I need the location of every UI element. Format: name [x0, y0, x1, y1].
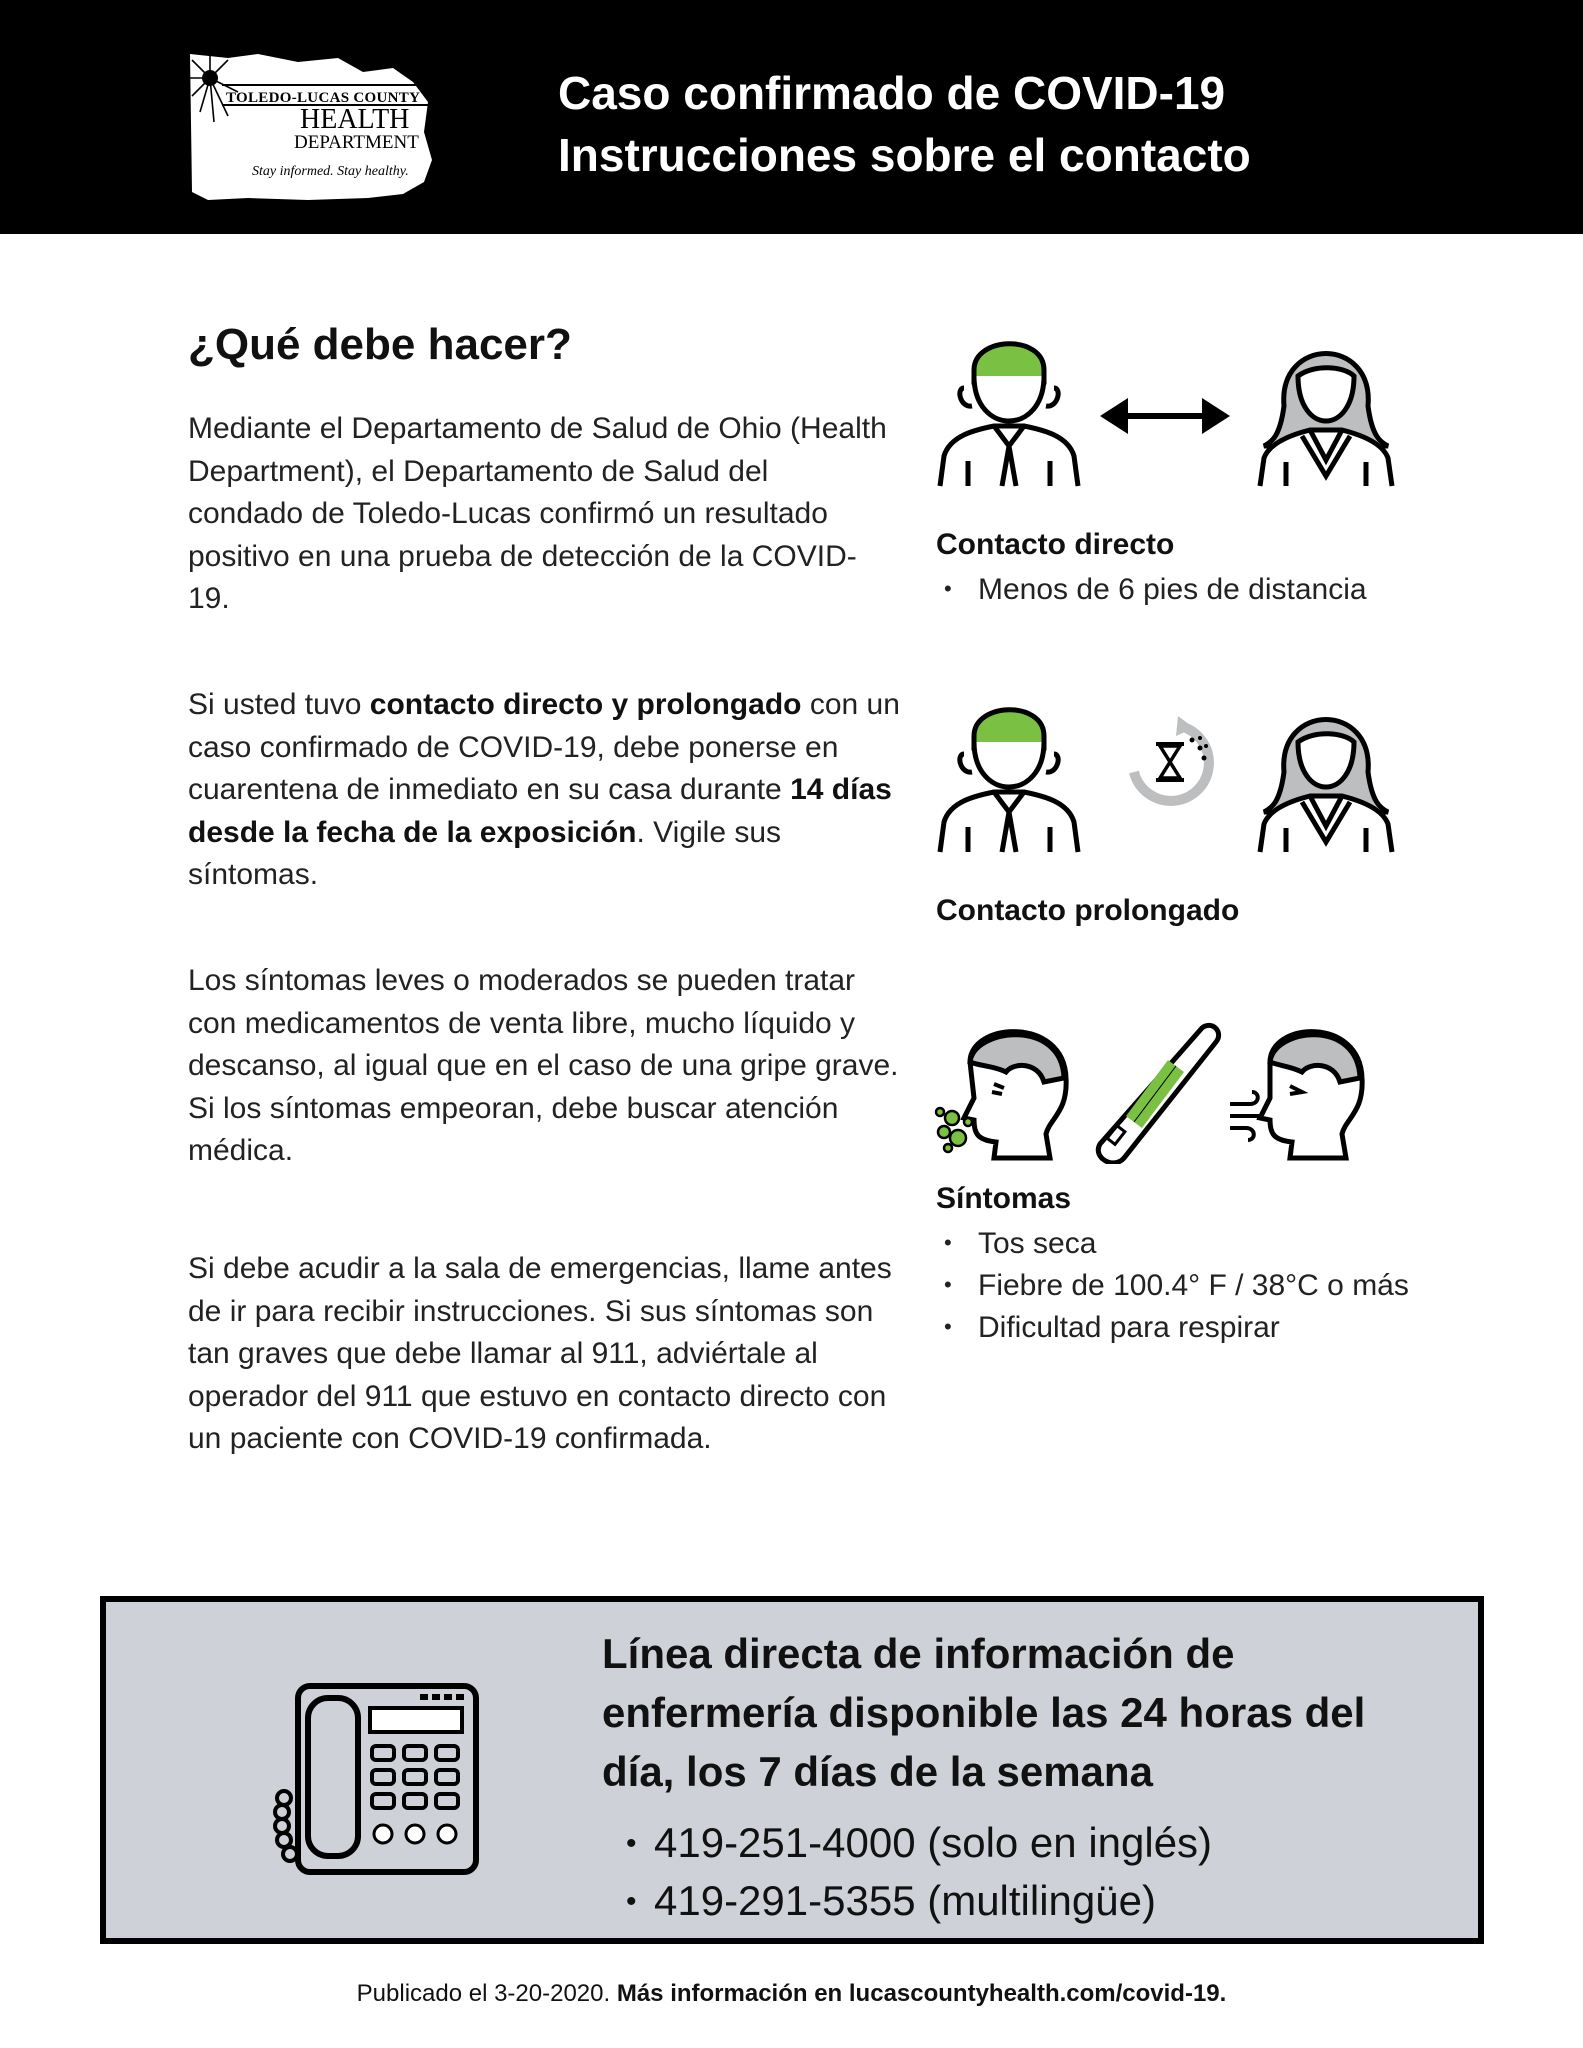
list-item: • Dificultad para respirar: [944, 1306, 1409, 1348]
quarantine-text-1: Si usted tuvo: [188, 688, 370, 721]
prolonged-contact-illustration: [934, 692, 1404, 858]
intro-paragraph: Mediante el Departamento de Salud de Ohio (Health Department), el Departamento de Salud del condado de Toledo-Lucas confirmó un resultado positivo en una prueba de detección de la COVID-19.: [188, 412, 887, 615]
more-info-link[interactable]: Más información en lucascountyhealth.com/covid-19.: [616, 1980, 1227, 2007]
symptoms-illustration: [934, 1022, 1404, 1164]
quarantine-paragraph: [188, 684, 908, 897]
direct-contact-heading: Contacto directo: [936, 528, 1175, 561]
quarantine-text-2: con un caso confirmado de COVID-19, debe ponerse en cuarentena de inmediato en su casa durante: [188, 688, 900, 806]
quarantine-bold-2: 14 días desde la fecha de la exposición: [188, 773, 892, 849]
quarantine-bold-1: contacto directo y prolongado: [369, 688, 802, 721]
woman-gray-icon: [1260, 720, 1392, 853]
published-date: Publicado el 3-20-2020.: [356, 1980, 617, 2007]
prolonged-contact-heading: Contacto prolongado: [936, 894, 1240, 927]
page-header: [0, 0, 1583, 234]
man-green-icon: [940, 344, 1078, 486]
emergency-paragraph: Si debe acudir a la sala de emergencias, llame antes de ir para recibir instrucciones. Si sus síntomas son tan graves que debe llamar al 911, adviértale al operador del 911 que estuvo en contacto directo con un paciente con COVID-19 confirmada.: [188, 1252, 892, 1455]
logo-county-text: TOLEDO-LUCAS COUNTY: [226, 90, 421, 106]
double-arrow-icon: [1100, 398, 1230, 434]
hotline-numbers: [626, 1814, 1212, 1930]
page-footer: [0, 1980, 1583, 2008]
page-title: [558, 62, 1251, 186]
list-item: • Tos seca: [944, 1222, 1409, 1264]
logo-tagline: Stay informed. Stay healthy.: [252, 164, 409, 179]
logo-department-text: DEPARTMENT: [294, 132, 419, 153]
health-department-logo: [188, 52, 438, 200]
quarantine-text-3: . Vigile sus síntomas.: [188, 815, 782, 891]
symptoms-heading: Síntomas: [936, 1182, 1072, 1215]
title-line-1: Caso confirmado de COVID-19: [558, 67, 1226, 119]
hotline-box: [100, 1596, 1484, 1944]
logo-health-text: HEALTH: [300, 104, 410, 135]
woman-gray-icon: [1260, 354, 1392, 487]
direct-contact-list: [944, 568, 1367, 610]
list-item: • Fiebre de 100.4° F / 38°C o más: [944, 1264, 1409, 1306]
symptoms-treatment-paragraph: Los síntomas leves o moderados se pueden tratar con medicamentos de venta libre, mucho líquido y descanso, al igual que en el caso de una gripe grave. Si los síntomas empeoran, debe buscar atención médica.: [188, 964, 899, 1167]
direct-contact-illustration: [934, 326, 1404, 492]
hotline-number-english: • 419-251-4000 (solo en inglés): [626, 1814, 1212, 1872]
hourglass-icon: [1134, 716, 1209, 801]
title-line-2: Instrucciones sobre el contacto: [558, 129, 1251, 181]
telephone-icon: [270, 1678, 484, 1878]
symptoms-list: [944, 1222, 1409, 1348]
thermometer-icon: [1098, 1025, 1218, 1163]
list-item: • Menos de 6 pies de distancia: [944, 568, 1367, 610]
hotline-title: Línea directa de información de enfermería disponible las 24 horas del día, los 7 días de la semana: [602, 1630, 1366, 1795]
cough-icon: [936, 1032, 1066, 1158]
what-to-do-heading: ¿Qué debe hacer?: [188, 320, 572, 369]
breath-icon: [1230, 1032, 1362, 1158]
man-green-icon: [940, 710, 1078, 852]
hotline-number-multilingual: • 419-291-5355 (multilingüe): [626, 1872, 1212, 1930]
